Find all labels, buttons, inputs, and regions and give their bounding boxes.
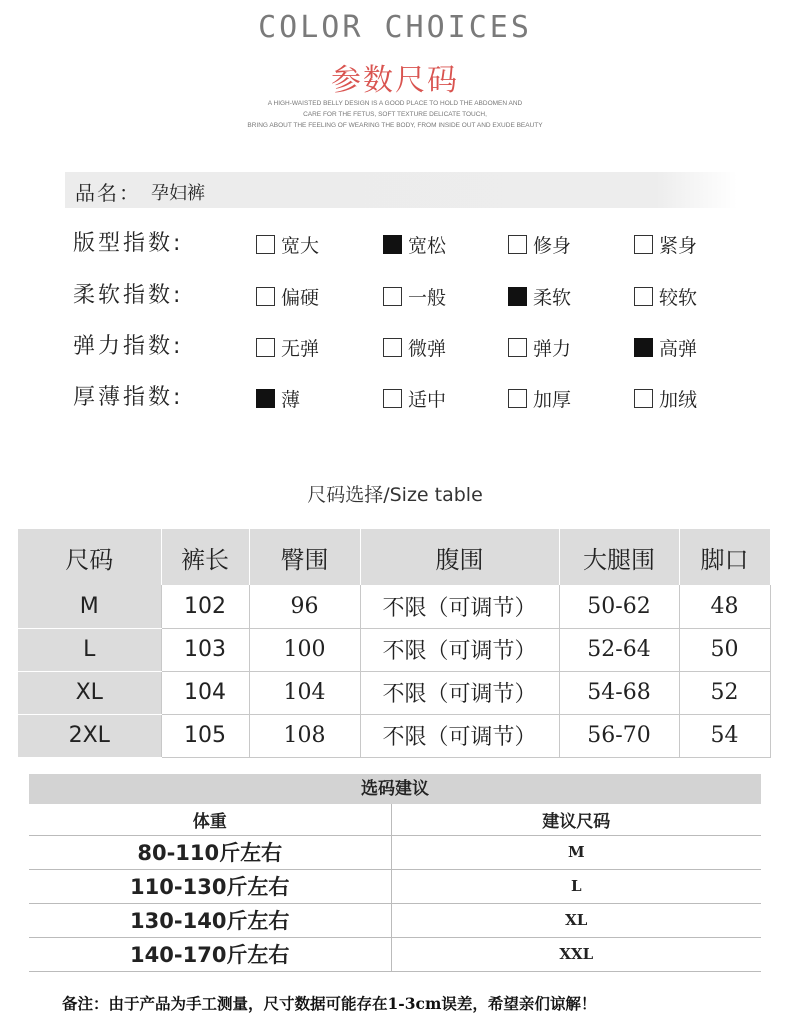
option-label: 偏硬 xyxy=(281,286,320,309)
column-header: 体重 xyxy=(29,804,391,835)
table-cell: 108 xyxy=(249,714,360,757)
table-row xyxy=(29,903,761,937)
option-item xyxy=(256,284,319,308)
option-item xyxy=(383,335,446,359)
column-header: 腹围 xyxy=(360,529,559,585)
size-cell: XL xyxy=(18,671,161,714)
option-item xyxy=(634,335,697,359)
recommendation-title: 选码建议 xyxy=(29,774,761,804)
column-header: 建议尺码 xyxy=(391,804,761,835)
weight-cell: 80-110斤左右 xyxy=(29,835,391,869)
table-header-row xyxy=(29,804,761,835)
option-item xyxy=(508,386,571,410)
option-label: 宽大 xyxy=(281,234,320,257)
option-label: 一般 xyxy=(408,286,447,309)
table-row xyxy=(29,937,761,971)
weight-cell: 140-170斤左右 xyxy=(29,937,391,971)
checkbox-icon xyxy=(634,338,653,357)
table-cell: 54-68 xyxy=(559,671,679,714)
table-cell: 不限（可调节） xyxy=(360,714,559,757)
table-header-row xyxy=(18,529,770,585)
option-item xyxy=(634,386,697,410)
checkbox-icon xyxy=(508,235,527,254)
column-header: 尺码 xyxy=(18,529,161,585)
option-label: 无弹 xyxy=(281,337,320,360)
option-label: 修身 xyxy=(533,234,572,257)
attribute-label: 厚薄指数: xyxy=(73,385,184,410)
option-item xyxy=(508,284,571,308)
column-header: 裤长 xyxy=(161,529,249,585)
table-cell: 48 xyxy=(679,585,770,628)
size-cell: L xyxy=(18,628,161,671)
size-cell: L xyxy=(391,869,761,903)
checkbox-icon xyxy=(634,287,653,306)
subtitle-block xyxy=(200,98,590,131)
table-cell: 104 xyxy=(161,671,249,714)
attribute-label: 版型指数: xyxy=(73,231,184,256)
subtitle-line: BRING ABOUT THE FEELING OF WEARING THE BODY, FROM INSIDE OUT AND EXUDE BEAUTY xyxy=(247,122,543,129)
size-cell: XXL xyxy=(391,937,761,971)
checkbox-icon xyxy=(383,338,402,357)
table-cell: 不限（可调节） xyxy=(360,628,559,671)
column-header: 大腿围 xyxy=(559,529,679,585)
checkbox-icon xyxy=(508,287,527,306)
table-row xyxy=(18,585,770,628)
subtitle-line: A HIGH-WAISTED BELLY DESIGN IS A GOOD PLACE TO HOLD THE ABDOMEN AND xyxy=(267,100,523,107)
attribute-row-thickness xyxy=(0,380,790,416)
table-cell: 54 xyxy=(679,714,770,757)
table-cell: 52-64 xyxy=(559,628,679,671)
product-name-bar xyxy=(65,172,737,208)
column-header: 臀围 xyxy=(249,529,360,585)
option-item xyxy=(256,232,319,256)
option-item xyxy=(256,386,300,410)
checkbox-icon xyxy=(634,235,653,254)
table-cell: 50-62 xyxy=(559,585,679,628)
option-item xyxy=(634,232,697,256)
checkbox-icon xyxy=(256,235,275,254)
option-item xyxy=(508,232,571,256)
option-label: 紧身 xyxy=(659,234,698,257)
checkbox-icon xyxy=(634,389,653,408)
attribute-row-fit xyxy=(0,226,790,262)
option-item xyxy=(383,284,446,308)
checkbox-icon xyxy=(256,338,275,357)
option-label: 适中 xyxy=(408,388,447,411)
checkbox-icon xyxy=(508,389,527,408)
title-chinese: 参数尺码 xyxy=(331,63,459,98)
attribute-label: 柔软指数: xyxy=(73,283,184,308)
column-header: 脚口 xyxy=(679,529,770,585)
table-row xyxy=(29,835,761,869)
option-item xyxy=(383,232,446,256)
checkbox-icon xyxy=(508,338,527,357)
product-name-label: 品名： xyxy=(75,181,141,205)
size-cell: M xyxy=(391,835,761,869)
option-label: 宽松 xyxy=(408,234,447,257)
weight-cell: 130-140斤左右 xyxy=(29,903,391,937)
size-table xyxy=(18,529,771,758)
option-label: 柔软 xyxy=(533,286,572,309)
table-cell: 103 xyxy=(161,628,249,671)
option-item xyxy=(256,335,319,359)
table-cell: 50 xyxy=(679,628,770,671)
checkbox-icon xyxy=(383,389,402,408)
table-row xyxy=(29,869,761,903)
option-label: 加厚 xyxy=(533,388,572,411)
size-table-title: 尺码选择/Size table xyxy=(307,484,483,506)
attribute-label: 弹力指数: xyxy=(73,334,184,359)
table-cell: 105 xyxy=(161,714,249,757)
table-cell: 56-70 xyxy=(559,714,679,757)
table-cell: 不限（可调节） xyxy=(360,671,559,714)
table-cell: 102 xyxy=(161,585,249,628)
title-english: COLOR CHOICES xyxy=(258,10,532,45)
subtitle-line: CARE FOR THE FETUS, SOFT TEXTURE DELICATE TOUCH, xyxy=(303,111,487,118)
option-label: 较软 xyxy=(659,286,698,309)
table-row xyxy=(18,628,770,671)
size-cell: M xyxy=(18,585,161,628)
product-name-value: 孕妇裤 xyxy=(151,183,205,204)
table-cell: 100 xyxy=(249,628,360,671)
option-item xyxy=(634,284,697,308)
recommendation-table xyxy=(29,804,761,972)
table-cell: 104 xyxy=(249,671,360,714)
checkbox-icon xyxy=(383,287,402,306)
table-cell: 96 xyxy=(249,585,360,628)
option-label: 加绒 xyxy=(659,388,698,411)
option-label: 弹力 xyxy=(533,337,572,360)
measurement-note: 备注：由于产品为手工测量，尺寸数据可能存在1-3cm误差，希望亲们谅解！ xyxy=(62,994,597,1013)
checkbox-icon xyxy=(383,235,402,254)
table-row xyxy=(18,714,770,757)
option-label: 薄 xyxy=(281,388,301,411)
option-item xyxy=(383,386,446,410)
option-label: 微弹 xyxy=(408,337,447,360)
size-cell: XL xyxy=(391,903,761,937)
option-item xyxy=(508,335,571,359)
option-label: 高弹 xyxy=(659,337,698,360)
table-row xyxy=(18,671,770,714)
attribute-row-elasticity xyxy=(0,329,790,365)
attribute-row-softness xyxy=(0,278,790,314)
table-cell: 不限（可调节） xyxy=(360,585,559,628)
weight-cell: 110-130斤左右 xyxy=(29,869,391,903)
checkbox-icon xyxy=(256,287,275,306)
table-cell: 52 xyxy=(679,671,770,714)
checkbox-icon xyxy=(256,389,275,408)
size-cell: 2XL xyxy=(18,714,161,757)
